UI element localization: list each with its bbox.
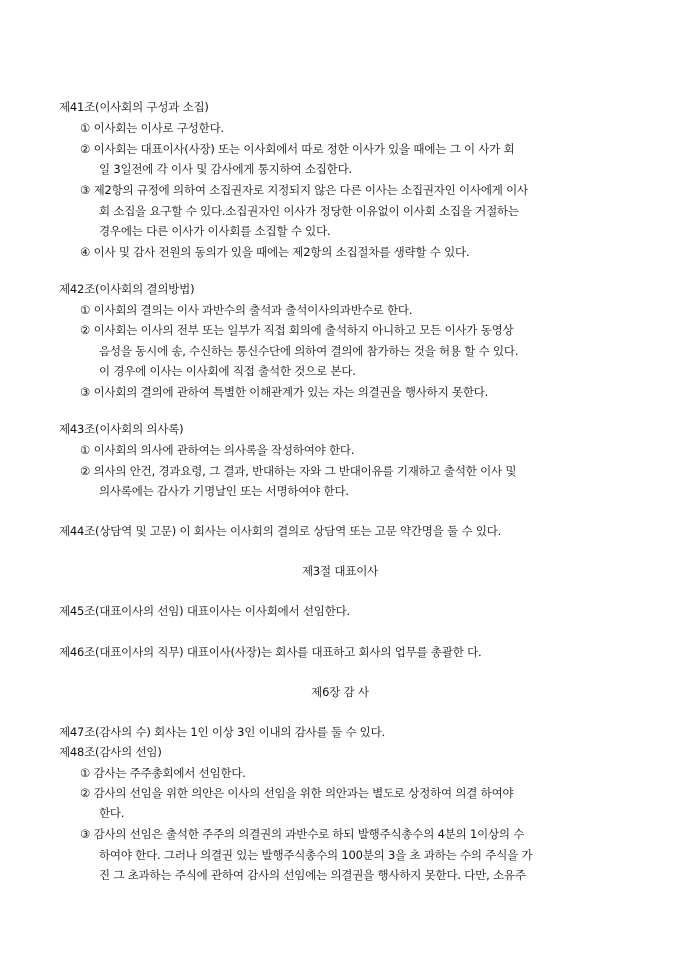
article-41-item-4: ④ 이사 및 감사 전원의 동의가 있을 때에는 제2항의 소집절차를 생략할 수 있다.: [80, 245, 470, 259]
article-48-item-2-cont: 한다.: [99, 806, 125, 820]
article-41-heading: 제41조(이사회의 구성과 소집): [59, 100, 209, 114]
article-44: 제44조(상담역 및 고문) 이 회사는 이사회의 결의로 상담역 또는 고문 약간명을 둘 수 있다.: [59, 524, 502, 538]
article-45: 제45조(대표이사의 선임) 대표이사는 이사회에서 선임한다.: [59, 604, 350, 618]
article-48-item-3-cont-1: 하여야 한다. 그러나 의결권 있는 발행주식총수의 100분의 3을 초 과하는 수의 주식을 가: [99, 848, 533, 862]
article-42-item-1: ① 이사회의 결의는 이사 과반수의 출석과 출석이사의과반수로 한다.: [80, 303, 413, 317]
article-48-item-1: ① 감사는 주주총회에서 선임한다.: [80, 766, 246, 780]
article-43-item-1: ① 이사회의 의사에 관하여는 의사록을 작성하여야 한다.: [80, 443, 355, 457]
article-42-heading: 제42조(이사회의 결의방법): [59, 282, 195, 296]
article-48-heading: 제48조(감사의 선임): [59, 745, 162, 759]
article-42-item-2-cont-1: 음성을 동시에 송, 수신하는 통신수단에 의하여 결의에 참가하는 것을 허용 할 수 있다.: [99, 344, 519, 358]
article-43-item-2-cont: 의사록에는 감사가 기명날인 또는 서명하여야 한다.: [99, 484, 349, 498]
article-43-heading: 제43조(이사회의 의사록): [59, 422, 184, 436]
article-48-item-3-cont-2: 진 그 초과하는 주식에 관하여 감사의 선임에는 의결권을 행사하지 못한다. 다만, 소유주: [99, 868, 526, 882]
article-42-item-3: ③ 이사회의 결의에 관하여 특별한 이해관계가 있는 자는 의결권을 행사하지 못한다.: [80, 385, 489, 399]
article-41-item-3: ③ 제2항의 규정에 의하여 소집권자로 지정되지 않은 다른 이사는 소집권자인 이사에게 이사: [80, 183, 528, 197]
section-3-title: 제3절 대표이사: [301, 564, 379, 578]
article-41-item-3-cont-1: 회 소집을 요구할 수 있다.소집권자인 이사가 정당한 이유없이 이사회 소집을 거절하는: [99, 204, 519, 218]
chapter-6-title: 제6장 감 사: [311, 685, 369, 699]
article-48-item-3: ③ 감사의 선임은 출석한 주주의 의결권의 과반수로 하되 발행주식총수의 4분의 1이상의 수: [80, 827, 525, 841]
article-47: 제47조(감사의 수) 회사는 1인 이상 3인 이내의 감사를 둘 수 있다.: [59, 725, 385, 739]
article-41-item-3-cont-2: 경우에는 다른 이사가 이사회를 소집할 수 있다.: [99, 224, 331, 238]
article-46: 제46조(대표이사의 직무) 대표이사(사장)는 회사를 대표하고 회사의 업무를 총괄한 다.: [59, 645, 482, 659]
article-48-item-2: ② 감사의 선임을 위한 의안은 이사의 선임을 위한 의안과는 별도로 상정하여 의결 하여야: [80, 786, 514, 800]
article-41-item-2: ② 이사회는 대표이사(사장) 또는 이사회에서 따로 정한 이사가 있을 때에는 그 이 사가 회: [80, 142, 515, 156]
article-42-item-2: ② 이사회는 이사의 전부 또는 일부가 직접 회의에 출석하지 아니하고 모든 이사가 동영상: [80, 323, 514, 337]
article-43-item-2: ② 의사의 안건, 경과요령, 그 결과, 반대하는 자와 그 반대이유를 기재하고 출석한 이사 및: [80, 464, 517, 478]
article-42-item-2-cont-2: 이 경우에 이사는 이사회에 직접 출석한 것으로 본다.: [99, 364, 356, 378]
article-41-item-1: ① 이사회는 이사로 구성한다.: [80, 121, 224, 135]
article-41-item-2-cont: 일 3일전에 각 이사 및 감사에게 통지하여 소집한다.: [99, 162, 352, 176]
